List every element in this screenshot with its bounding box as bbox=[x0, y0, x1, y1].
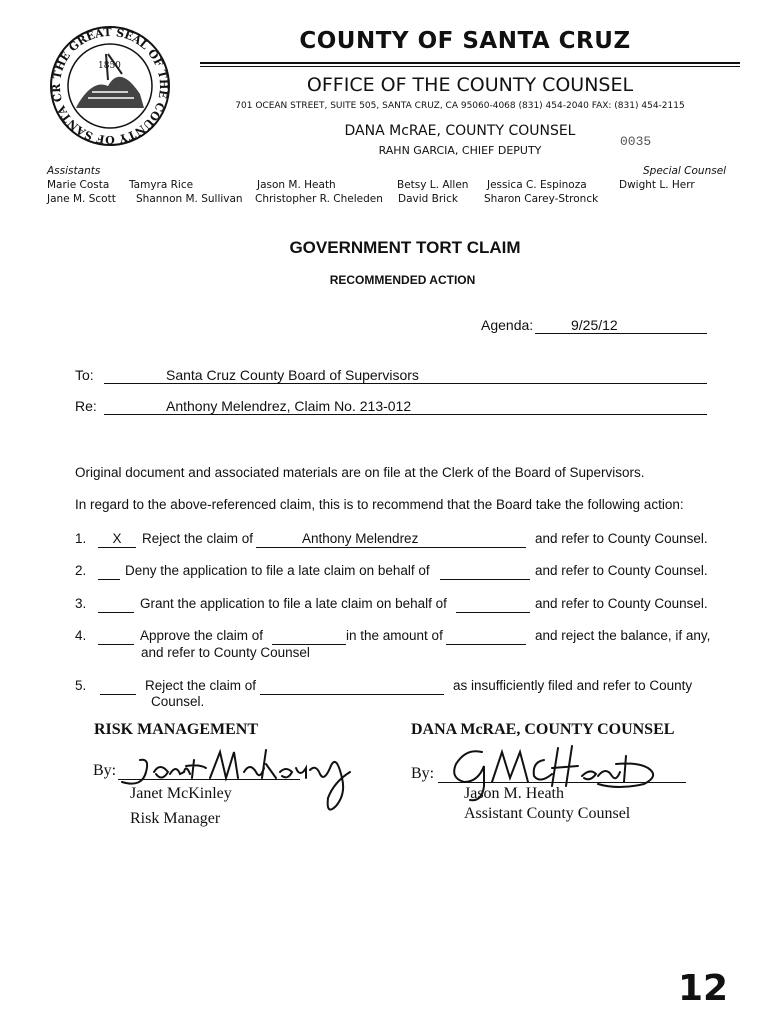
janet-mckinley-name: Janet McKinley bbox=[130, 785, 232, 802]
staff-name: Tamyra Rice bbox=[129, 179, 194, 191]
staff-name: Christopher R. Cheleden bbox=[255, 193, 383, 205]
staff-name: Jane M. Scott bbox=[47, 193, 116, 205]
action-number: 1. bbox=[75, 531, 87, 546]
agenda-field bbox=[535, 317, 707, 334]
header-rule bbox=[200, 62, 740, 64]
action-fill-field bbox=[260, 678, 444, 695]
staff-name: Sharon Carey-Stronck bbox=[484, 193, 599, 205]
re-label: Re: bbox=[75, 398, 97, 414]
action-number: 5. bbox=[75, 678, 87, 693]
agenda-value: 9/25/12 bbox=[571, 317, 618, 333]
assistant-county-counsel-title: Assistant County Counsel bbox=[464, 805, 631, 822]
intro-paragraph: Original document and associated materials are on file at the Clerk of the Board of Supervisors. bbox=[75, 465, 645, 480]
action-tail: as insufficiently filed and refer to County bbox=[453, 678, 693, 693]
action-number: 2. bbox=[75, 563, 87, 578]
office-title: OFFICE OF THE COUNTY COUNSEL bbox=[306, 74, 634, 96]
action-checkmark: X bbox=[98, 531, 136, 548]
staff-name: Jessica C. Espinoza bbox=[487, 179, 587, 191]
risk-management-heading: RISK MANAGEMENT bbox=[94, 721, 259, 738]
action-fill-field bbox=[456, 596, 530, 613]
header-rule-thin bbox=[200, 66, 740, 67]
office-address: 701 OCEAN STREET, SUITE 505, SANTA CRUZ, CA 95060-4068 (831) 454-2040 FAX: (831) 454-2115 bbox=[235, 101, 685, 111]
to-field bbox=[104, 367, 707, 384]
staff-name: David Brick bbox=[398, 193, 458, 205]
action-number: 4. bbox=[75, 628, 87, 643]
action-text: Grant the application to file a late claim on behalf of bbox=[140, 596, 447, 611]
action-number: 3. bbox=[75, 596, 87, 611]
action-text: Reject the claim of bbox=[145, 678, 257, 693]
assistants-label: Assistants bbox=[47, 165, 101, 177]
staff-name: Marie Costa bbox=[47, 179, 110, 191]
janet-mckinley-signature bbox=[110, 738, 370, 818]
action-checkmark-blank bbox=[98, 628, 134, 645]
to-label: To: bbox=[75, 367, 94, 383]
action-checkmark-blank bbox=[100, 678, 136, 695]
action-fill-field bbox=[272, 628, 346, 645]
form-subtitle: RECOMMENDED ACTION bbox=[329, 273, 476, 287]
staff-name: Shannon M. Sullivan bbox=[136, 193, 243, 205]
by-label: By: bbox=[93, 762, 117, 779]
to-value: Santa Cruz County Board of Supervisors bbox=[166, 367, 419, 383]
action-tail: and refer to County Counsel. bbox=[535, 531, 708, 546]
action-tail: and refer to County Counsel. bbox=[535, 563, 708, 578]
action-fill-field bbox=[256, 531, 526, 548]
page-number: 12 bbox=[678, 968, 729, 1009]
agenda-label: Agenda: bbox=[481, 317, 534, 333]
jason-heath-name: Jason M. Heath bbox=[464, 785, 564, 802]
action-fill-value: Anthony Melendrez bbox=[302, 531, 419, 546]
form-title: GOVERNMENT TORT CLAIM bbox=[289, 238, 521, 257]
intro-paragraph: In regard to the above-referenced claim, this is to recommend that the Board take the following action: bbox=[75, 497, 684, 512]
action-tail: and reject the balance, if any, bbox=[535, 628, 711, 643]
action-checkmark-blank bbox=[98, 563, 120, 580]
action-mid: in the amount of bbox=[346, 628, 443, 643]
risk-manager-title: Risk Manager bbox=[130, 810, 221, 827]
county-counsel-heading: DANA McRAE, COUNTY COUNSEL bbox=[411, 721, 675, 738]
staff-name: Dwight L. Herr bbox=[619, 179, 695, 191]
action-tail-continued: and refer to County Counsel bbox=[141, 645, 310, 660]
special-counsel-label: Special Counsel bbox=[643, 165, 727, 177]
county-counsel-name: DANA McRAE, COUNTY COUNSEL bbox=[344, 123, 576, 139]
staff-name: Jason M. Heath bbox=[257, 179, 336, 191]
action-fill-field bbox=[440, 563, 530, 580]
svg-text:THE GREAT SEAL OF THE COUNTY O: THE GREAT SEAL OF THE COUNTY OF SANTA CR bbox=[49, 25, 171, 147]
action-text: Reject the claim of bbox=[142, 531, 254, 546]
action-amount-field bbox=[446, 628, 526, 645]
county-seal bbox=[48, 24, 172, 148]
county-title: COUNTY OF SANTA CRUZ bbox=[299, 28, 631, 54]
action-tail-continued: Counsel. bbox=[151, 694, 205, 709]
re-value: Anthony Melendrez, Claim No. 213-012 bbox=[166, 398, 412, 414]
re-field bbox=[104, 398, 707, 415]
action-text: Approve the claim of bbox=[140, 628, 264, 643]
svg-text:1850: 1850 bbox=[98, 61, 121, 71]
document-number: 0035 bbox=[620, 134, 652, 149]
action-text: Deny the application to file a late claim on behalf of bbox=[125, 563, 430, 578]
action-checkmark-blank bbox=[98, 596, 134, 613]
staff-name: Betsy L. Allen bbox=[397, 179, 469, 191]
action-tail: and refer to County Counsel. bbox=[535, 596, 708, 611]
chief-deputy-name: RAHN GARCIA, CHIEF DEPUTY bbox=[378, 144, 542, 157]
by-label: By: bbox=[411, 765, 435, 782]
